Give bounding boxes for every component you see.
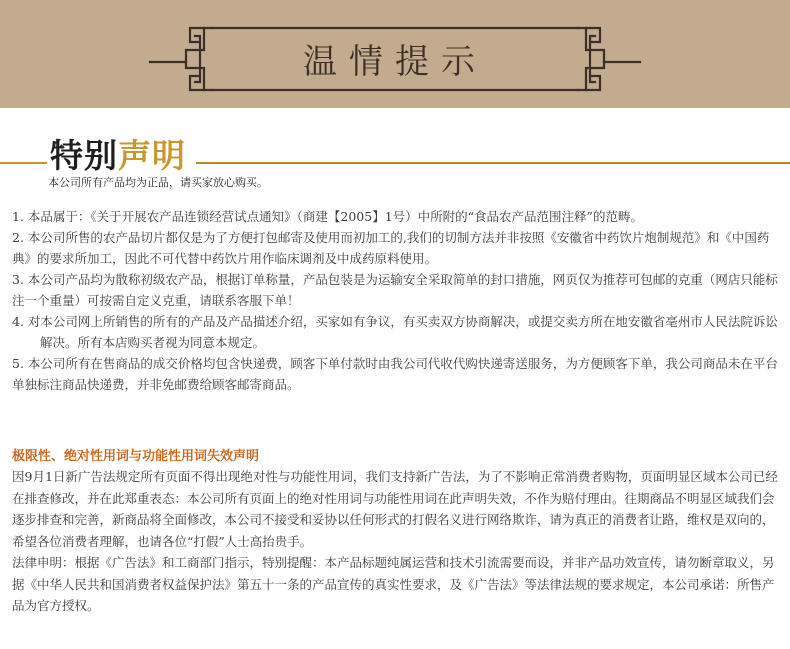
invalid-wording-paragraph: 因9月1日新广告法规定所有页面不得出现绝对性与功能性用词，我们支持新广告法，为了不影响正常消费者购物，页面明显区域本公司已经在排查修改，并在此郑重表态：本公司所有页面上的绝对性用词与功能性用词在此声明失效，不作为赔付理由。往期商品不明显区域我们会逐步排查和完善，新商品将全面修改，本公司不接受和妥协以任何形式的打假名义进行网络欺诈，请为真正的消费者让路，维权是双向的，希望各位消费者理解，也请各位“打假”人士高抬贵手。: [12, 469, 778, 549]
declaration-list: [12, 206, 782, 395]
invalid-wording-body: [12, 466, 780, 617]
heading-divider-left: [0, 162, 47, 164]
heading-text-dark: 特别: [50, 136, 118, 175]
heading-text-gold: 声明: [118, 136, 186, 175]
header-banner: [0, 0, 790, 108]
section-heading: [50, 130, 186, 177]
invalid-wording-title: 极限性、绝对性用词与功能性用词失效声明: [12, 449, 260, 464]
heading-divider-right: [196, 162, 790, 164]
declaration-item-1: 1. 本品属于：《关于开展农产品连锁经营试点通知》（商建【2005】1号）中所附的“食品农产品范围注释”的范畴。: [12, 209, 643, 224]
declaration-item-5: 5. 本公司所有在售商品的成交价格均包含快递费，顾客下单付款时由我公司代收代购快递寄送服务，为方便顾客下单，我公司商品未在平台单独标注商品快递费，并非免邮费给顾客邮寄商品。: [12, 356, 778, 392]
banner-title: 温情提示: [303, 42, 487, 82]
heading-subtitle: 本公司所有产品均为正品，请买家放心购买。: [48, 176, 268, 189]
legal-statement-paragraph: 法律申明：根据《广告法》和工商部门指示，特别提醒：本产品标题纯属运营和技术引流需要而设，并非产品功效宣传，请勿断章取义，另据《中华人民共和国消费者权益保护法》第五十一条的产品宣传的真实性要求，及《广告法》等法律法规的要求规定，本公司承诺：所售产品为官方授权。: [12, 555, 775, 613]
declaration-item-4: 4. 对本公司网上所销售的所有的产品及产品描述介绍，买家如有争议，有买卖双方协商解决，或提交卖方所在地安徽省亳州市人民法院诉讼解决。所有本店购买者视为同意本规定。: [12, 314, 778, 350]
declaration-item-2: 2. 本公司所售的农产品切片都仅是为了方便打包邮寄及使用而初加工的,我们的切制方法并非按照《安徽省中药饮片炮制规范》和《中国药典》的要求所加工，因此不可代替中药饮片用作临床调剂及中成药原料使用。: [12, 230, 770, 266]
declaration-item-3: 3. 本公司产品均为散称初级农产品，根据订单称量，产品包装是为运输安全采取简单的封口措施，网页仅为推荐可包邮的克重（网店只能标注一个重量）可按需自定义克重，请联系客服下单！: [12, 272, 778, 308]
